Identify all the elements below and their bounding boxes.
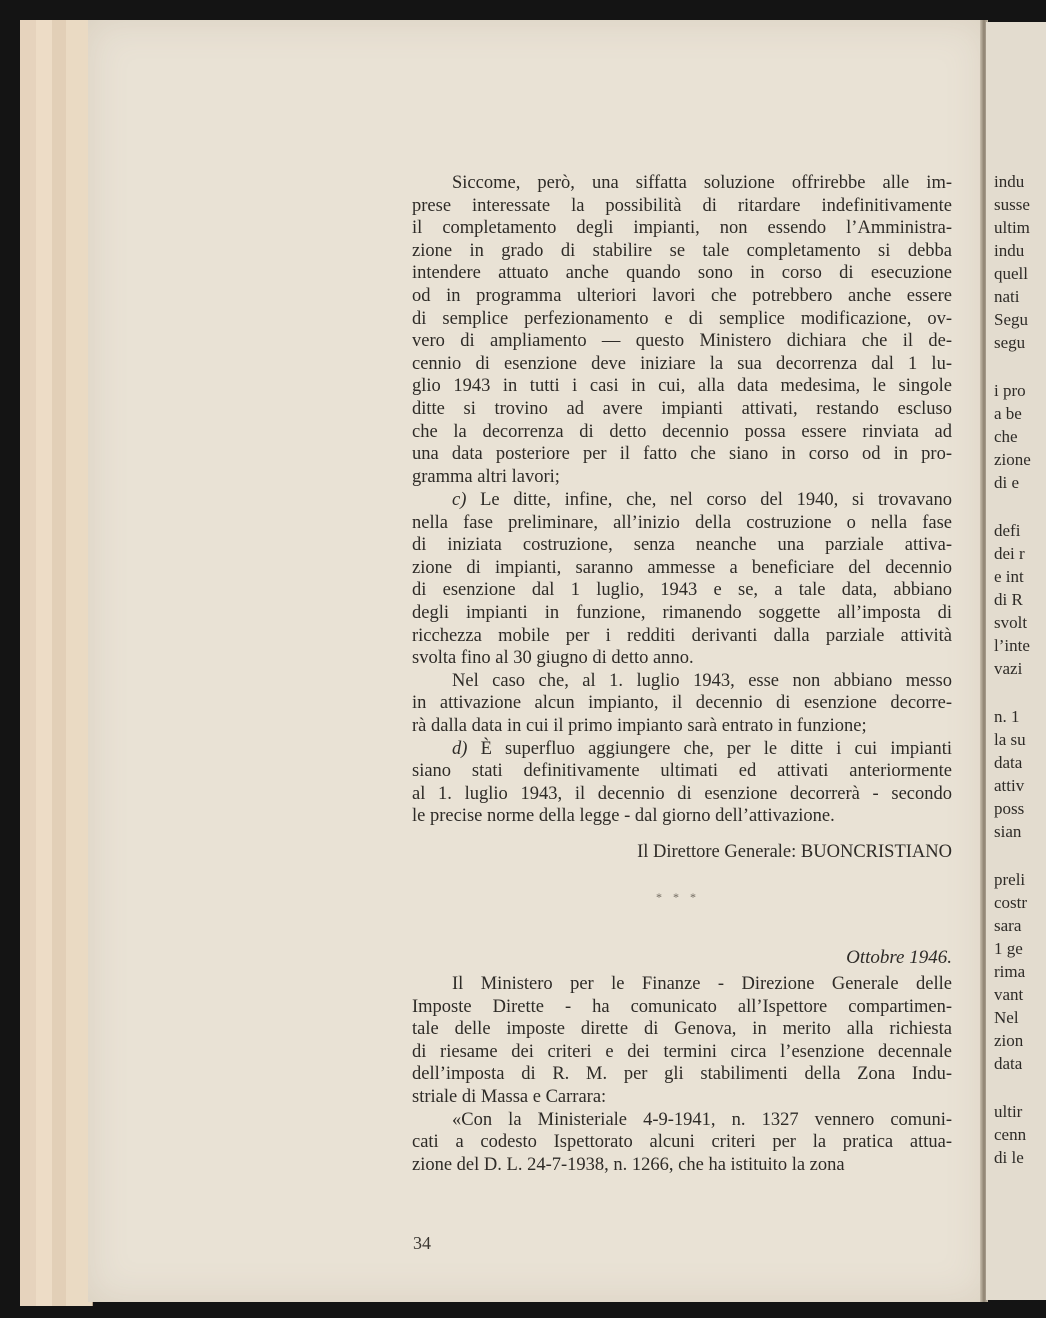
paragraph-1 [412,172,952,488]
text-line: striale di Massa e Carrara: [412,1086,607,1107]
signature: Il Direttore Generale: BUONCRISTIANO [637,842,952,862]
text-line: Imposte Dirette - ha comunicato all’Ispettore compartimen- [412,996,952,1017]
text-line: zione del D. L. 24-7-1938, n. 1266, che ha istituito la zona [412,1154,845,1175]
text-line: cennio di esenzione deve iniziare la sua decorrenza dal 1 lu- [412,353,952,374]
right-page-fragment: rima [994,962,1026,981]
text-line: Nel caso che, al 1. luglio 1943, esse non abbiano messo [452,670,952,691]
text-line: zione in grado di stabilire se tale completamento si debba [412,240,952,261]
right-page-fragment: zione [994,450,1031,469]
text-line: siano stati definitivamente ultimati ed attivati anteriormente [412,761,952,782]
right-page-fragment: e int [994,567,1024,586]
text-line: glio 1943 in tutti i casi in cui, alla data medesima, le singole [412,376,952,397]
text-line: od in programma ulteriori lavori che potrebbero anche essere [412,285,952,306]
text-line: c) Le ditte, infine, che, nel corso del 1940, si trovavano [452,490,952,510]
right-page-fragment: di le [994,1148,1024,1167]
section-separator: * * * [656,890,700,904]
text-line: vero di ampliamento — questo Ministero dichiara che il de- [412,331,952,352]
text-line: d) È superfluo aggiungere che, per le ditte i cui impianti [452,738,952,759]
right-page-fragment: susse [994,195,1030,214]
text-line: il completamento degli impianti, non essendo l’Amministra- [412,218,952,239]
text-line: rà dalla data in cui il primo impianto sarà entrato in funzione; [412,715,867,736]
text-line: «Con la Ministeriale 4-9-1941, n. 1327 vennero comuni- [452,1109,952,1130]
right-page-fragment: svolt [994,613,1028,632]
text-line: zione di impianti, saranno ammesse a beneficiare del decennio [412,557,952,578]
right-page-fragment: cenn [994,1125,1027,1144]
text-line: che la decorrenza di detto decennio possa essere rinviata ad [412,421,952,442]
right-page-fragment: vant [994,985,1024,1004]
page-number: 34 [413,1233,431,1253]
right-page-fragment: dei r [994,544,1025,563]
right-page-fragment: Nel [994,1008,1019,1027]
text-line: Il Ministero per le Finanze - Direzione Generale delle [452,974,952,994]
right-page-fragment: che [994,427,1018,446]
right-page-fragment: 1 ge [994,939,1023,958]
right-page-fragment: data [994,753,1023,772]
right-page-fragment: sara [994,916,1022,935]
text-line: in attivazione alcun impianto, il decennio di esenzione decorre- [412,693,952,714]
text-line: ditte si trovino ad avere impianti attivati, restando escluso [412,398,952,419]
text-line: degli impianti in funzione, rimanendo soggette all’imposta di [412,602,952,623]
right-page-fragment: l’inte [994,636,1030,655]
section-date: Ottobre 1946. [846,947,952,968]
right-page-fragment: la su [994,730,1026,749]
paragraph-2 [412,489,952,828]
right-page-fragment: defi [994,521,1021,540]
right-page-fragment: di R [994,590,1023,609]
text-line: intendere attuato anche quando sono in corso di esecuzione [412,263,952,284]
text-line: Siccome, però, una siffatta soluzione offrirebbe alle im- [452,173,952,193]
text-line: ricchezza mobile per i redditi derivanti dalla parziale attività [412,625,952,646]
text-line: di semplice perfezionamento e di semplice modificazione, ov- [412,308,952,329]
text-line: svolta fino al 30 giugno di detto anno. [412,648,694,669]
right-page-fragment: di e [994,473,1020,492]
right-page-fragment: data [994,1054,1023,1073]
right-page-fragment: a be [994,404,1022,423]
text-line: una data posteriore per il fatto che siano in corso od in pro- [412,444,952,465]
text-line: tale delle imposte dirette di Genova, in merito alla richiesta [412,1019,952,1040]
right-page-fragment: vazi [994,659,1023,678]
text-line: le precise norme della legge - dal giorno dell’attivazione. [412,806,835,827]
right-page-fragment: ultir [994,1102,1023,1121]
right-page-fragment: indu [994,172,1025,191]
text-line: nella fase preliminare, all’inizio della costruzione o nella fase [412,512,952,533]
right-page-fragment: n. 1 [994,707,1020,726]
right-page-fragment: preli [994,870,1026,889]
right-page-fragment: ultim [994,218,1030,237]
right-page-fragment: segu [994,333,1026,352]
text-line: di riesame dei criteri e dei termini circa l’esenzione decennale [412,1041,952,1062]
right-page-fragment: Segu [994,310,1028,329]
text-line: prese interessate la possibilità di ritardare indefinitivamente [412,195,952,216]
text-line: gramma altri lavori; [412,466,560,487]
right-page-fragment: attiv [994,776,1025,795]
right-page-fragment: quell [994,264,1028,283]
text-line: di iniziata costruzione, senza neanche una parziale attiva- [412,535,952,556]
text-line: di esenzione dal 1 luglio, 1943 e se, a tale data, abbiano [412,580,952,601]
right-page-fragment: i pro [994,381,1026,400]
right-page-fragment: nati [994,287,1020,306]
text-line: dell’imposta di R. M. per gli stabilimenti della Zona Indu- [412,1064,952,1085]
right-page-fragment: zion [994,1031,1024,1050]
right-page-fragment: poss [994,799,1025,818]
text-line: al 1. luglio 1943, il decennio di esenzione decorrerà - secondo [412,783,952,804]
text-line: cati a codesto Ispettorato alcuni criteri per la pratica attua- [412,1132,952,1153]
paragraph-3 [412,973,952,1176]
right-page-fragment: costr [994,893,1028,912]
right-page-partial [986,22,1046,1300]
right-page-fragment: sian [994,822,1022,841]
right-page-fragment: indu [994,241,1025,260]
